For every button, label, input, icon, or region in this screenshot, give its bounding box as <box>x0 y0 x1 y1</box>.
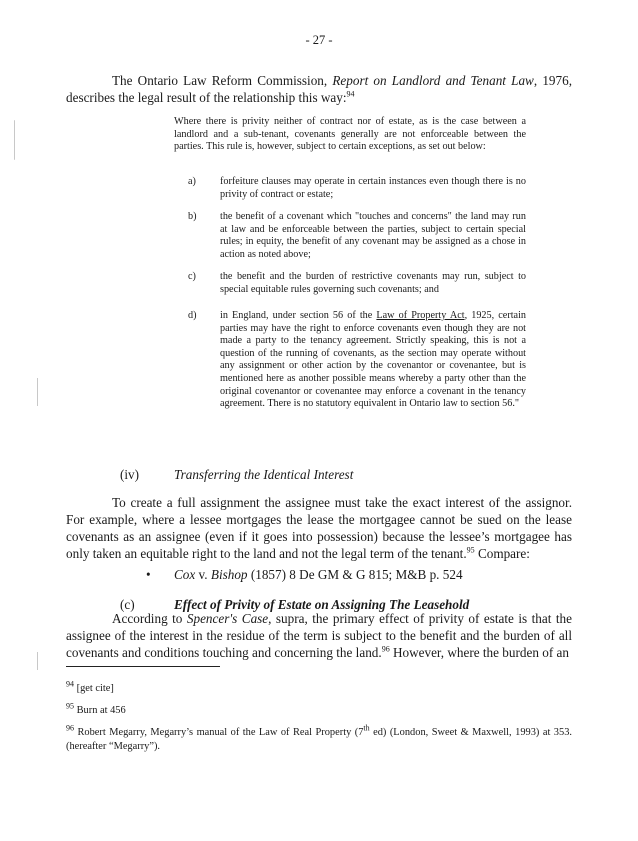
item-text: the benefit and the burden of restrictive covenants may run, subject to special equitable rules governing such covenants; and <box>220 271 526 295</box>
privity-paragraph: According to Spencer's Case, supra, the primary effect of privity of estate is that the assignee of the interest in the residue of the term is subject to the benefit and the burden of all covenants and conditions touching and concerning the land.$^{96}$ However, where the burden of an <box>66 611 572 660</box>
footnote-divider <box>66 666 220 667</box>
item-text: forfeiture clauses may operate in certain instances even though there is no privity of contract or estate; <box>220 176 526 200</box>
report-title: Report on Landlord and Tenant Law <box>332 73 534 88</box>
section-iv-heading: Transferring the Identical Interest <box>174 467 354 482</box>
scan-mark <box>37 378 38 406</box>
case-citation: Cox v. Bishop (1857) 8 De GM & G 815; M&B p. 524 <box>174 567 463 582</box>
footnote-94: $^{94}$ [get cite] <box>66 679 114 694</box>
footnote-96: $^{96}$ Robert Megarry, Megarry’s manual of the Law of Real Property (7th ed) (London, Sweet & Maxwell, 1993) at 353. (hereafter “Megarry”). <box>66 723 572 752</box>
footnote-ref-94[interactable]: 94 <box>346 89 355 99</box>
footnote-number: 95 <box>66 701 74 711</box>
assignment-paragraph: To create a full assignment the assignee must take the exact interest of the assignor. For example, where a lessee mortgages the lease the mortgagee cannot be sued on the lease covenants as an assignee (even if it goes into possession) because the lessee’s mortgagee has only taken an equitable right to the land and not the legal term of the tenant.$^{95}$ Compare: <box>66 495 572 561</box>
footnote-number: 96 <box>66 723 74 733</box>
item-label: c) <box>188 271 196 282</box>
case-name: Spencer's Case <box>186 611 269 626</box>
scan-mark <box>14 120 15 160</box>
item-label: b) <box>188 211 197 222</box>
item-label: d) <box>188 310 197 321</box>
footnote-ref-96[interactable]: 96 <box>381 644 390 654</box>
item-text: the benefit of a covenant which "touches and concerns" the land may run at law and be enforceable between the parties, subject to certain special rules; in equity, the benefit of any covenant may be assigned as a chose in action as noted above; <box>220 211 526 260</box>
item-label: a) <box>188 176 196 187</box>
footnote-95: $^{95}$ Burn at 456 <box>66 701 126 716</box>
statute-link[interactable]: Law of Property Act <box>376 310 465 321</box>
item-text: in England, under section 56 of the Law of Property Act, 1925, certain parties may have the right to enforce covenants even though they are not made a party to the tenancy agreement. Strictly speaking, this is not a question of the running of covenants, as the section may operate without any assignment or other action by the covenantor or covenantee, but is mentioned here as another possible means whereby a party other than the original covenantor or covenantee may enforce a covenant in the tenancy agreement. There is no statutory equivalent in Ontario law to section 56." <box>220 310 526 410</box>
block-quote-intro: Where there is privity neither of contract nor of estate, as is the case between a landlord and a sub-tenant, covenants generally are not enforceable between the parties. This rule is, however, subject to certain exceptions, as set out below: <box>174 116 526 153</box>
footnote-ref-95[interactable]: 95 <box>466 545 475 555</box>
page-number: - 27 - <box>305 33 333 47</box>
section-c-label: (c) <box>120 597 135 612</box>
section-iv-label: (iv) <box>120 467 140 482</box>
intro-paragraph: The Ontario Law Reform Commission, Report on Landlord and Tenant Law, 1976, describes the legal result of the relationship this way:$^{94}$ <box>66 73 573 105</box>
case-bullet-symbol: • <box>146 567 151 582</box>
scan-mark <box>37 652 38 670</box>
footnote-number: 94 <box>66 679 74 689</box>
section-c-heading: Effect of Privity of Estate on Assigning The Leasehold <box>174 597 470 612</box>
